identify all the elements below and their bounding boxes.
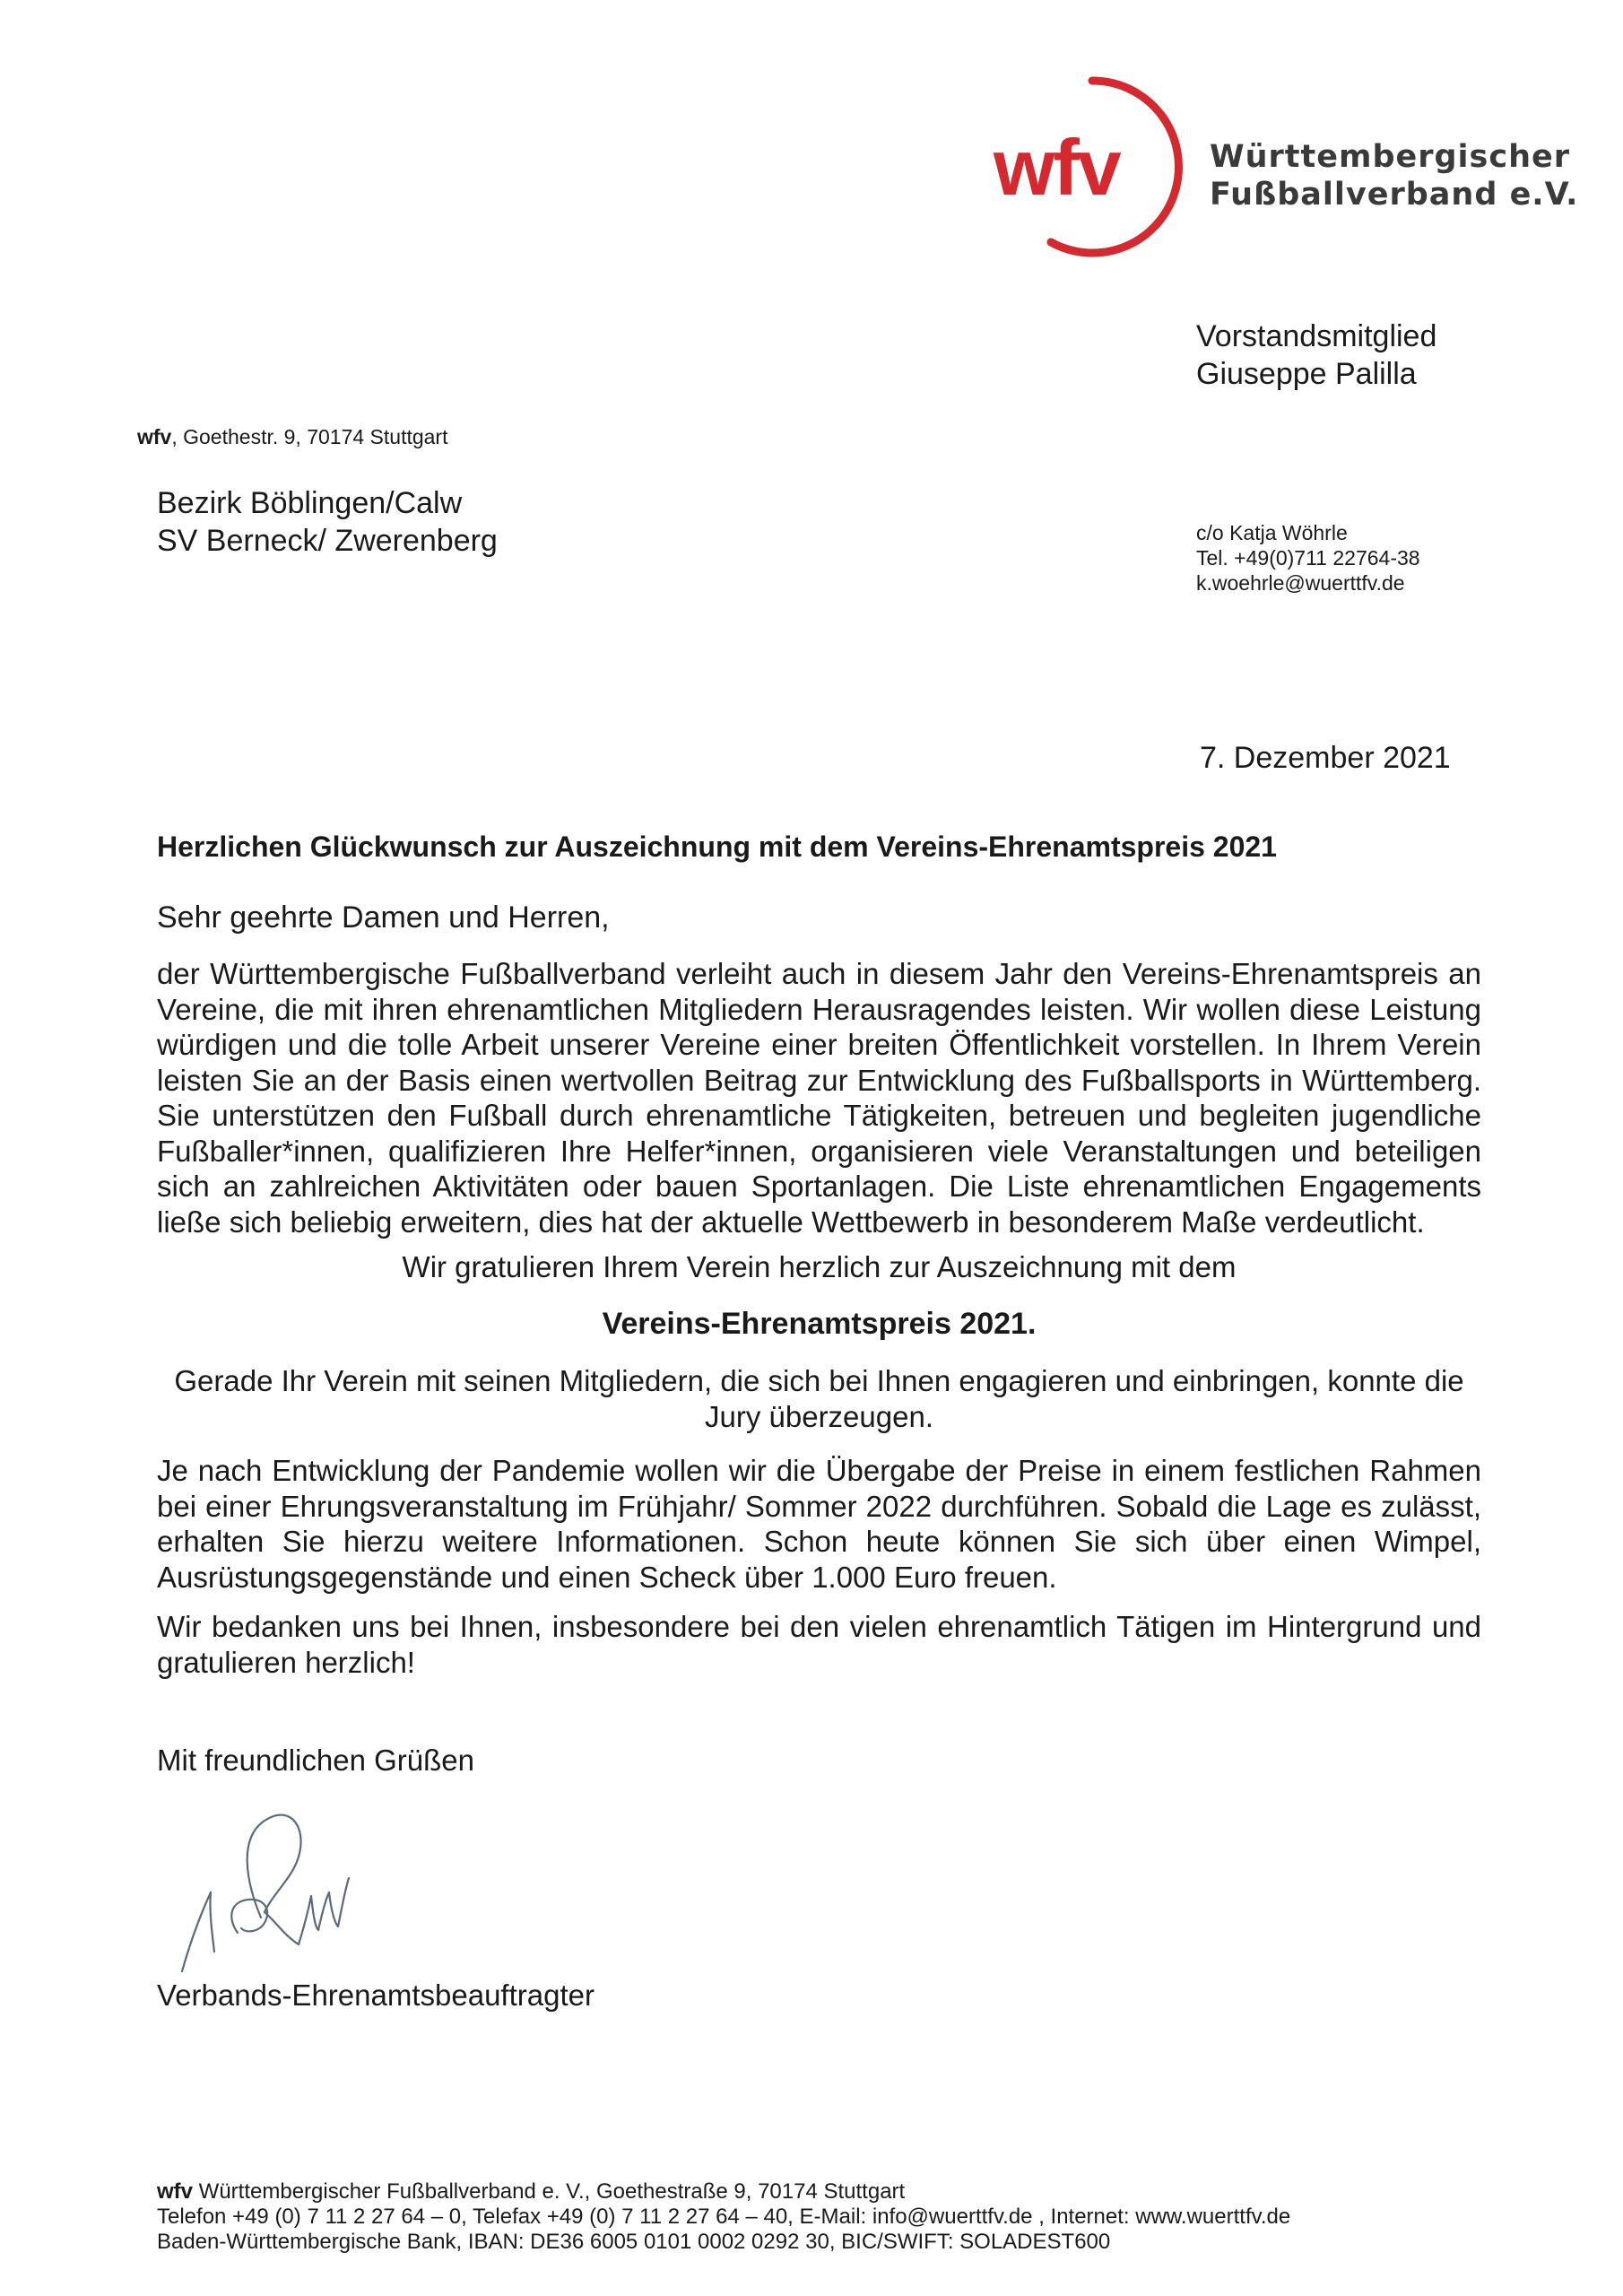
footer-org: wfv [157, 2179, 194, 2204]
wfv-logo [986, 63, 1579, 269]
recipient-line1: Bezirk Böblingen/Calw [157, 486, 463, 520]
recipient-block [157, 484, 498, 560]
wfv-logo-mark-icon [986, 63, 1202, 269]
paragraph-ceremony: Je nach Entwicklung der Pandemie wollen wir die Übergabe der Preise in einem festlichen Rahmen bei einer Ehrungsveranstaltung im Frühjahr/ Sommer 2022 durchführen. Sobald die Lage es zulässt, erhalten Sie hierzu weitere Informationen. Schon heute können Sie sich über einen Wimpel, Ausrüstungsgegenstände und einen Scheck über 1.000 Euro freuen. [157, 1454, 1481, 1594]
footer-line1 [157, 2179, 1290, 2205]
letter-date: 7. Dezember 2021 [1200, 741, 1451, 775]
footer-line2: Telefon +49 (0) 7 11 2 27 64 – 0, Telefax +49 (0) 7 11 2 27 64 – 40, E-Mail: info@wuerttfv.de , Internet: www.wuerttfv.de [157, 2205, 1291, 2229]
contact-co: c/o Katja Wöhrle [1196, 521, 1348, 544]
award-title: Vereins-Ehrenamtspreis 2021. [602, 1307, 1037, 1341]
paragraph-thanks: Wir bedanken uns bei Ihnen, insbesondere bei den vielen ehrenamtlich Tätigen im Hintergrund und gratulieren herzlich! [157, 1610, 1481, 1679]
paragraph-intro: der Württembergische Fußballverband verleiht auch in diesem Jahr den Vereins-Ehrenamtspreis an Vereine, die mit ihren ehrenamtlichen Mitgliedern Herausragendes leisten. Wir wollen diese Leistung würdigen und die tolle Arbeit unserer Vereine einer breiten Öffentlichkeit vorstellen. In Ihrem Verein leisten Sie an der Basis einen wertvollen Beitrag zur Entwicklung des Fußballsports in Württemberg. Sie unterstützen den Fußball durch ehrenamtliche Tätigkeiten, betreuen und begleiten jugendliche Fußballer*innen, qualifizieren Ihre Helfer*innen, organisieren viele Veranstaltungen und beteiligen sich an zahlreichen Aktivitäten oder bauen Sportanlagen. Die Liste ehrenamtlichen Engagements ließe sich beliebig erweitern, dies hat der aktuelle Wettbewerb in besonderem Maße verdeutlicht. [157, 957, 1481, 1239]
logo-name [1210, 138, 1578, 213]
return-address-org: wfv [137, 425, 172, 448]
contact-tel: Tel. +49(0)711 22764-38 [1196, 546, 1420, 570]
footer-line1-text: Württembergischer Fußballverband e. V., Goethestraße 9, 70174 Stuttgart [193, 2179, 906, 2204]
closing: Mit freundlichen Grüßen [157, 1744, 474, 1777]
recipient-line2: SV Berneck/ Zwerenberg [157, 524, 498, 558]
footer-line3: Baden-Württembergische Bank, IBAN: DE36 6005 0101 0002 0292 30, BIC/SWIFT: SOLADEST600 [157, 2230, 1111, 2254]
logo-mark-text: wfv [994, 123, 1120, 212]
congrats-line: Wir gratulieren Ihrem Verein herzlich zur Auszeichnung mit dem [402, 1250, 1237, 1283]
salutation: Sehr geehrte Damen und Herren, [157, 900, 610, 935]
signature-title: Verbands-Ehrenamtsbeauftragter [157, 1979, 595, 2012]
return-address-text: , Goethestr. 9, 70174 Stuttgart [171, 425, 448, 448]
logo-name-line1: Württembergischer [1210, 139, 1571, 175]
sender-role: Vorstandsmitglied [1196, 319, 1437, 353]
contact-email[interactable]: k.woehrle@wuerttfv.de [1196, 571, 1405, 595]
logo-name-line2: Fußballverband e.V. [1210, 177, 1579, 213]
sender-block [1196, 317, 1436, 393]
signature-icon [175, 1803, 408, 1978]
contact-block [1196, 520, 1420, 596]
paragraph-jury: Gerade Ihr Verein mit seinen Mitgliedern, die sich bei Ihnen engagieren und einbringen, konnte die Jury überzeugen. [174, 1364, 1464, 1433]
letter-subject: Herzlichen Glückwunsch zur Auszeichnung mit dem Vereins-Ehrenamtspreis 2021 [157, 831, 1277, 863]
return-address [137, 425, 448, 449]
footer [157, 2179, 1290, 2255]
sender-name: Giuseppe Palilla [1196, 357, 1417, 391]
